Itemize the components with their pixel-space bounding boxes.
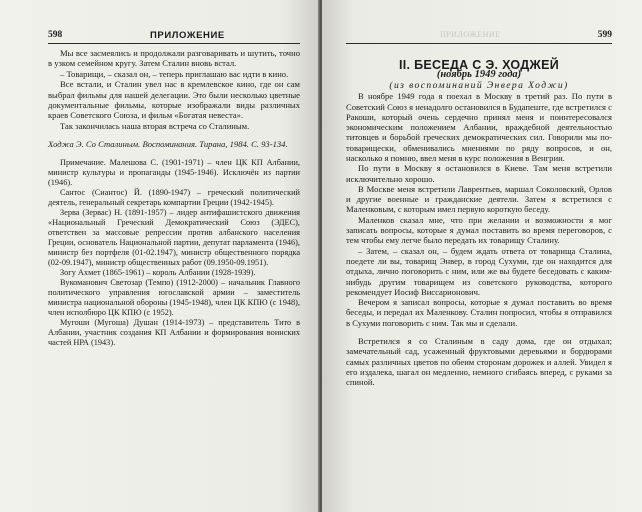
chapter-date: (ноябрь 1949 года) [436, 69, 522, 81]
right-paragraph: По пути в Москву я остановился в Киеве. Там меня встретили исключительно хорошо. [346, 163, 612, 184]
right-ghost-running-head: ПРИЛОЖЕНИЕ [440, 30, 501, 39]
left-paragraph: Так закончилась наша вторая встреча со Сталиным. [60, 120, 250, 131]
source-citation: Ходжа Э. Со Сталиным. Воспоминания. Тирана, 1984. С. 93-134. [48, 139, 288, 150]
right-page-number: 599 [597, 30, 612, 40]
left-running-head: ПРИЛОЖЕНИЕ [150, 30, 225, 41]
right-paragraph: Встретился я со Сталиным в саду дома, где он отдыхал; замечательный сад, усаженный фруктовыми деревьями и бордюрами самых различных цветов по обеим сторонам дорожек и аллей. Увидел я его издалека, шагал он медленно, немного сгибаясь вперед, с руками за спиной. [346, 336, 612, 388]
footnote: Зогу Ахмет (1865-1961) – король Албании (1928-1939). [60, 267, 256, 277]
right-paragraph: Вечером я записал вопросы, которые я думал поставить во время беседы, и передал их Маленкову. Сталин попросил, чтобы я отправился в Сухуми поговорить с ним. Так мы и сделали. [346, 297, 612, 328]
footnote: Зерва (Зервас) Н. (1891-1957) – лидер антифашистского движения «Национальный Греческий Демократический Союз (ЭДЕС), ответствен за массовые репрессии против албанского населения Греции, основатель Национальной партии, депутат парламента (1946), министр без портфеля (01-02.1947), министр общественного порядка (02-09.1947), министр общественных работ (09.1950-09.1951). [48, 207, 300, 267]
right-paragraph: В Москве меня встретили Лаврентьев, маршал Соколовский, Орлов и другие военные и гражданские деятели. Затем я встретился с Маленковым, с которым имел первую короткую беседу. [346, 183, 612, 215]
footnote: Примечание. Малешова С. (1901-1971) – член ЦК КП Албании, министр культуры и пропаганды (1945-1946). Исключён из партии (1946). [48, 157, 300, 187]
left-body [48, 48, 300, 348]
left-header-rule [48, 43, 300, 44]
right-paragraph: В ноябре 1949 года я поехал в Москву в третий раз. По пути в Советский Союз я ненадолго остановился в Будапеште, где встретился с Ракоши, который очень сердечно принял меня и поинтересовался экономическим положением Албании, враждебной деятельностью титовцев и борьбой греческих демократических сил. Говорили мы по-товарищески, обменивались мнениями по ряду вопросов, и он, насколько я помню, ввел меня в курс положения в Венгрии. [346, 91, 612, 163]
left-paragraph: Мы все засмеялись и продолжали разговаривать и шутить, точно в узком семейном кругу. Затем Сталин вновь встал. [48, 48, 300, 69]
chapter-title: II. БЕСЕДА С Э. ХОДЖЕЙ [398, 58, 560, 72]
footnote: Вукоманович Светозар (Темпо) (1912-2000) – начальник Главного политического управления югославской армии – заместитель министра национальной обороны (1945-1948), член ЦК КПЮ (с 1948), член исполбюро ЦК КПЮ (с 1952). [48, 277, 300, 317]
left-page [0, 0, 320, 512]
right-paragraph: – Затем, – сказал он, – будем ждать ответа от товарища Сталина, поедете ли вы, товарищ Энвер, в город Сухуми, где он находится для отдыха, лично поговорить с ним, или же вы будете беседовать с каким-нибудь другим товарищем из советского руководства, которого рекомендует Иосиф Виссарионович. [346, 245, 612, 297]
left-page-number: 598 [48, 30, 63, 40]
left-paragraph: Все встали, и Сталин увел нас в кремлевское кино, где он сам выбрал фильмы для нашей делегации. Это были несколько цветные документальные фильмы, которые изображали виды различных краев Советского Союза, и фильм «Богатая невеста». [48, 79, 300, 121]
chapter-source: (из воспоминаний Энвера Ходжи) [389, 79, 569, 91]
left-paragraph: – Товарищи, – сказал он, – теперь приглашаю вас идти в кино. [60, 68, 289, 79]
footnote: Сантос (Сиантос) Й. (1890-1947) – греческий политический деятель, генеральный секретарь компартии Греции (1942-1945). [48, 187, 300, 207]
right-body [346, 60, 612, 388]
right-paragraph: Маленков сказал мне, что при желании и возможности я мог записать вопросы, которые я думал поставить во время переговоров, с тем чтобы ему легче было передать их товарищу Сталину. [346, 214, 612, 246]
right-page [322, 0, 642, 512]
right-header-rule [346, 43, 612, 44]
footnote: Мугоши (Мугоша) Душан (1914-1973) – представитель Тито в Албании, участник создания КП Албании и формирования воинских частей НРА (1943). [48, 317, 300, 347]
